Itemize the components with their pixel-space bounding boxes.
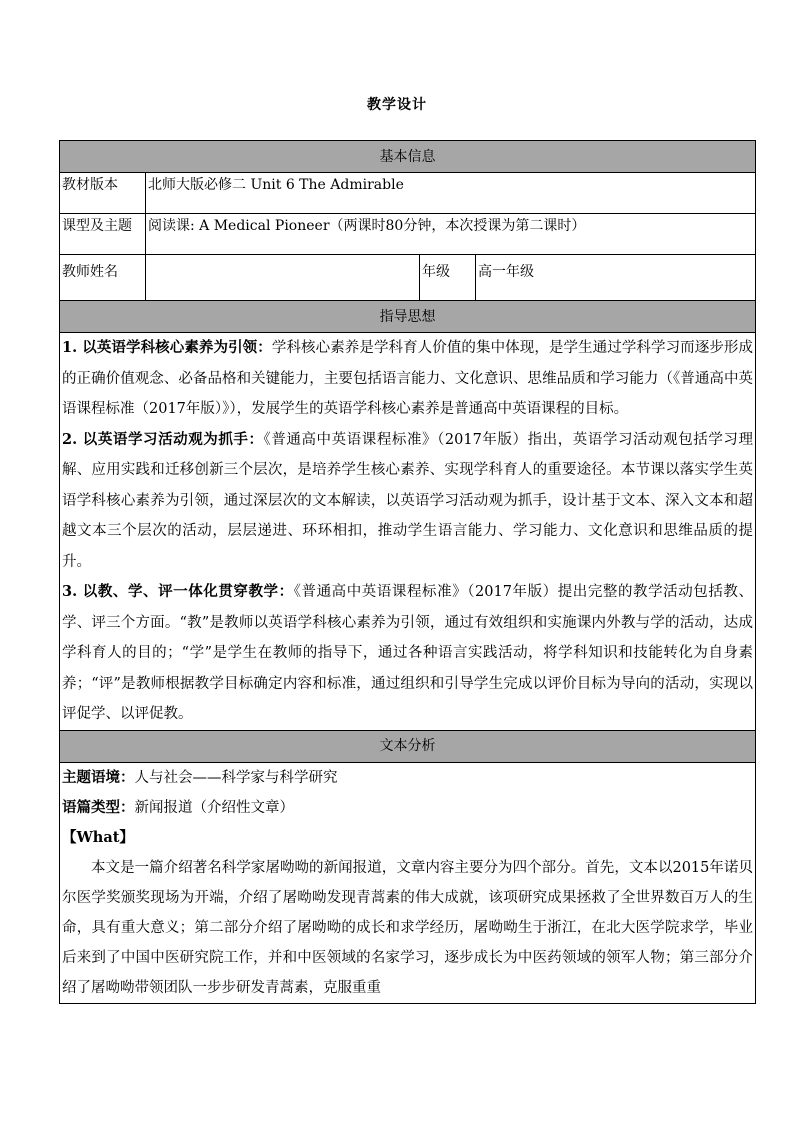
- guiding-p2-heading: 2. 以英语学习活动观为抓手：: [62, 430, 264, 448]
- guiding-p1-heading: 1. 以英语学科核心素养为引领：: [62, 339, 272, 356]
- guiding-p1-text: 学科核心素养是学科育人价值的集中体现，是学生通过学科学习而逐步形成的正确价值观念、必备品格和关键能力，主要包括语言能力、文化意识、思维品质和学习能力（《普通高中英语课程标准（2017年版）》），发展学生的英语学科核心素养是普通高中英语课程的目标。: [62, 340, 754, 417]
- lesson-value: 阅读课: A Medical Pioneer（两课时80分钟，本次授课为第二课时）: [146, 214, 756, 255]
- genre-value: 新闻报道（介绍性文章）: [134, 799, 294, 816]
- teacher-value: [146, 255, 420, 301]
- guiding-paragraph-2: [62, 425, 753, 578]
- document-title: 教学设计: [367, 97, 427, 113]
- theme-line: [62, 763, 753, 793]
- theme-value: 人与社会——科学家与科学研究: [134, 769, 338, 786]
- analysis-header: 文本分析: [60, 730, 756, 762]
- lesson-label: 课型及主题: [60, 214, 146, 255]
- lesson-design-table: [59, 140, 756, 1004]
- grade-value: 高一年级: [476, 255, 756, 301]
- guiding-paragraph-3: [62, 577, 753, 730]
- what-heading: [62, 823, 753, 853]
- what-paragraph: 本文是一篇介绍著名科学家屠呦呦的新闻报道，文章内容主要分为四个部分。首先，文本以2015年诺贝尔医学奖颁奖现场为开端，介绍了屠呦呦发现青蒿素的伟大成就，该项研究成果拯救了全世界数百万人的生命，具有重大意义；第二部分介绍了屠呦呦的成长和求学经历，屠呦呦生于浙江，在北大医学院求学，毕业后来到了中国中医研究院工作，并和中医领域的名家学习，逐步成长为中医药领域的领军人物；第三部分介绍了屠呦呦带领团队一步步研发青蒿素，克服重重: [62, 859, 753, 996]
- guiding-p2-text: 《普通高中英语课程标准》（2017年版）指出，英语学习活动观包括学习理解、应用实践和迁移创新三个层次，是培养学生核心素养、实现学科育人的重要途径。本节课以落实学生英语学科核心素养为引领，通过深层次的文本解读，以英语学习活动观为抓手，设计基于文本、深入文本和超越文本三个层次的活动，层层递进、环环相扣，推动学生语言能力、学习能力、文化意识和思维品质的提升。: [62, 431, 753, 570]
- textbook-value: 北师大版必修二 Unit 6 The Admirable: [146, 173, 756, 214]
- grade-label: 年级: [420, 255, 476, 301]
- analysis-content: [60, 762, 756, 1003]
- genre-line: [62, 793, 753, 823]
- theme-label: 主题语境：: [62, 768, 135, 786]
- guiding-p3-text: 《普通高中英语课程标准》（2017年版）提出完整的教学活动包括教、学、评三个方面。“教”是教师以英语学科核心素养为引领，通过有效组织和实施课内外教与学的活动，达成学科育人的目的；“学”是学生在教师的指导下，通过各种语言实践活动，将学科知识和技能转化为自身素养；“评”是教师根据教学目标确定内容和标准，通过组织和引导学生完成以评价目标为导向的活动，实现以评促学、以评促教。: [62, 584, 754, 722]
- guiding-content: [60, 333, 756, 731]
- genre-label: 语篇类型：: [62, 798, 135, 816]
- basic-info-header: 基本信息: [60, 141, 756, 173]
- teacher-label: 教师姓名: [60, 255, 146, 301]
- guiding-paragraph-1: [62, 333, 753, 425]
- guiding-header: 指导思想: [60, 301, 756, 333]
- guiding-p3-heading: 3. 以教、学、评一体化贯穿教学：: [62, 583, 294, 600]
- what-label: 【What】: [62, 828, 134, 846]
- textbook-label: 教材版本: [60, 173, 146, 214]
